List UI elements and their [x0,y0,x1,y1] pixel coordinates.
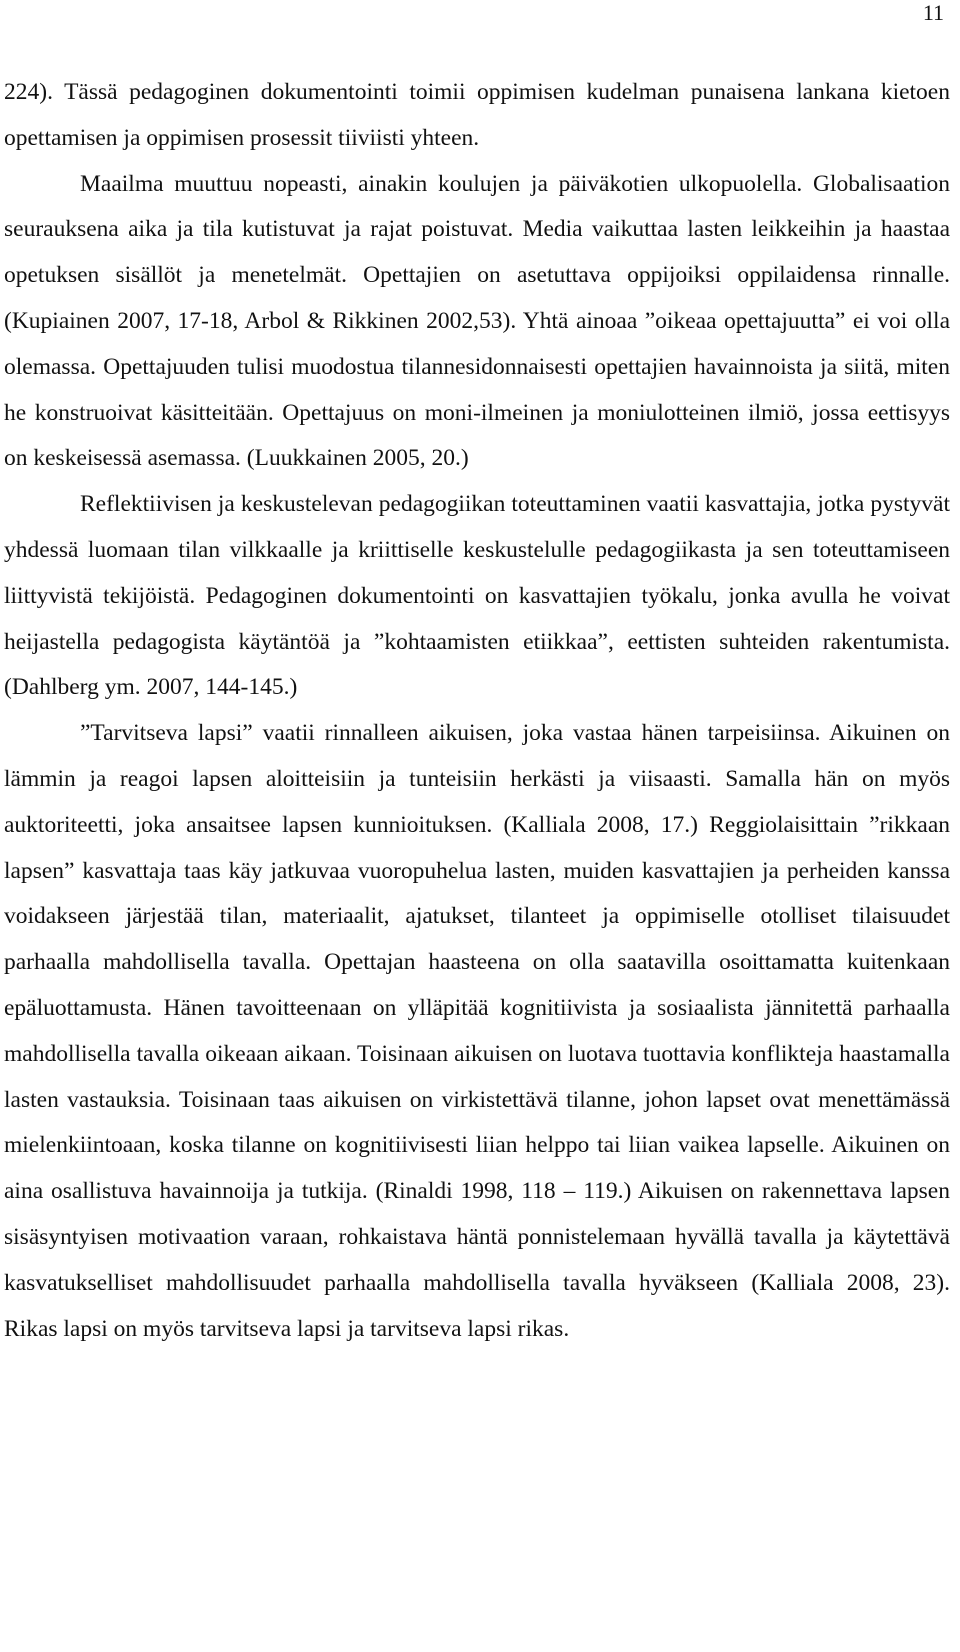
paragraph-2: Maailma muuttuu nopeasti, ainakin koulujen ja päiväkotien ulkopuolella. Globalisaation seurauksena aika ja tila kutistuvat ja rajat poistuvat. Media vaikuttaa lasten leikkeihin ja haastaa opetuksen sisällöt ja menetelmät. Opettajien on asetuttava oppijoiksi oppilaidensa rinnalle. (Kupiainen 2007, 17-18, Arbol & Rikkinen 2002,53). Yhtä ainoaa ”oikeaa opettajuutta” ei voi olla olemassa. Opettajuuden tulisi muodostua tilannesidonnaisesti opettajien havainnoista ja siitä, miten he konstruoivat käsitteitään. Opettajuus on moni-ilmeinen ja moniulotteinen ilmiö, jossa eettisyys on keskeisessä asemassa. (Luukkainen 2005, 20.) [4,170,950,472]
paragraph-3: Reflektiivisen ja keskustelevan pedagogiikan toteuttaminen vaatii kasvattajia, jotka pystyvät yhdessä luomaan tilan vilkkaalle ja kriittiselle keskustelulle pedagogiikasta ja sen toteuttamiseen liittyvistä tekijöistä. Pedagoginen dokumentointi on kasvattajien työkalu, jonka avulla he voivat heijastella pedagogista käytäntöä ja ”kohtaamisten etiikkaa”, eettisten suhteiden rakentumista. (Dahlberg ym. 2007, 144-145.) [4,491,950,701]
paragraph-4: ”Tarvitseva lapsi” vaatii rinnalleen aikuisen, joka vastaa hänen tarpeisiinsa. Aikuinen on lämmin ja reagoi lapsen aloitteisiin ja tunteisiin herkästi ja viisaasti. Samalla hän on myös auktoriteetti, joka ansaitsee lapsen kunnioituksen. (Kalliala 2008, 17.) Reggiolaisittain ”rikkaan lapsen” kasvattaja taas käy jatkuvaa vuoropuhelua lasten, muiden kasvattajien ja perheiden kanssa voidakseen järjestää tilan, materiaalit, ajatukset, tilanteet ja oppimiselle otolliset tilaisuudet parhaalla mahdollisella tavalla. Opettajan haasteena on olla saatavilla osoittamatta kuitenkaan epäluottamusta. Hänen tavoitteenaan on ylläpitää kognitiivista ja sosiaalista jännitettä parhaalla mahdollisella tavalla oikeaan aikaan. Toisinaan aikuisen on luotava tuottavia konflikteja haastamalla lasten vastauksia. Toisinaan taas aikuisen on virkistettävä tilanne, johon lapset ovat menettämässä mielenkiintoaan, koska tilanne on kognitiivisesti liian helppo tai liian vaikea lapselle. Aikuinen on aina osallistuva havainnoija ja tutkija. (Rinaldi 1998, 118 – 119.) Aikuisen on rakennettava lapsen sisäsyntyisen motivaation varaan, rohkaistava häntä ponnistelemaan hyvällä tavalla ja käytettävä kasvatukselliset mahdollisuudet parhaalla mahdollisella tavalla hyväkseen (Kalliala 2008, 23). Rikas lapsi on myös tarvitseva lapsi ja tarvitseva lapsi rikas. [4,720,950,1342]
paragraph-1: 224). Tässä pedagoginen dokumentointi toimii oppimisen kudelman punaisena lankana kietoen opettamisen ja oppimisen prosessit tiiviisti yhteen. [4,79,950,151]
page-number: 11 [922,0,944,25]
document-body [4,70,950,1352]
